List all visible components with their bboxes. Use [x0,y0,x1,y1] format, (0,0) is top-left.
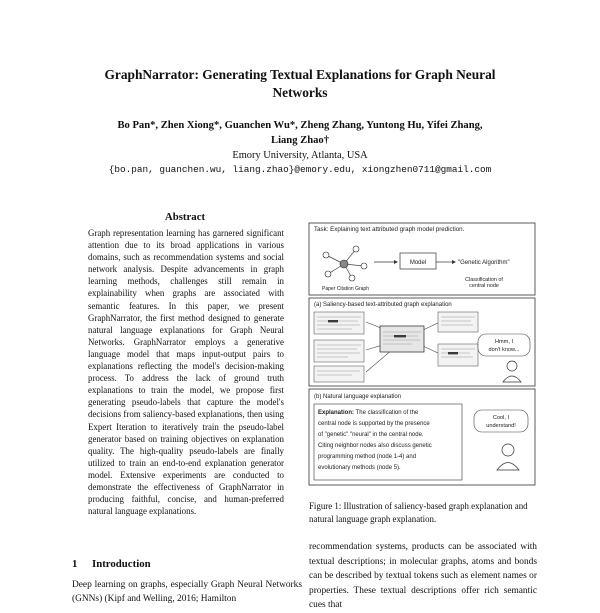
graph-label: Paper Citation Graph [322,286,369,292]
authors-line-2: Liang Zhao† [271,135,329,146]
figure-caption: Figure 1: Illustration of saliency-based graph explanation and natural language graph explanation. [309,501,528,524]
panel-b-label: (b) Natural language explanation [314,394,402,400]
figure-1 [308,222,536,487]
right-column-text: recommendation systems, products can be associated with textual descriptions; in molecular graphs, atoms and bonds can be described by textual tokens such as element names or properties. These textual descriptions offer rich semantic cues that [309,542,537,611]
section-title: Introduction [92,558,151,570]
text-node-card [314,340,364,362]
introduction-text: Deep learning on graphs, especially Graph Neural Networks (GNNs) (Kipf and Welling, 2016; Hamilton [72,580,302,604]
explanation-line-4: Citing neighbor nodes also discuss genetic [318,443,432,449]
explanation-line-3: of "genetic" "neural" in the central node. [318,432,424,438]
text-node-card [314,312,364,334]
graph-node [361,263,367,269]
bubble-a-line-1: Hmm, I [494,339,514,345]
section-heading-introduction [72,558,151,570]
explanation-text-line-1 [318,410,419,416]
author-list [60,118,540,148]
section-number: 1 [72,558,78,570]
explanation-lead: Explanation: [318,410,355,416]
authors-line-1: Bo Pan*, Zhen Xiong*, Guanchen Wu*, Zheng Zhang, Yuntong Hu, Yifei Zhang, [117,120,483,131]
output-label: "Genetic Algorithm" [458,260,510,266]
bubble-a-line-2: don't know... [488,347,520,353]
explanation-line-6: evolutionary methods (node 5). [318,465,401,471]
explanation-line-5: programming method (node 1-4) and [318,454,417,460]
title-line-1: GraphNarrator: Generating Textual Explanations for Graph Neural [104,67,496,82]
abstract-text: Graph representation learning has garnered significant attention due to its broad applications in various domains, such as recommendation systems and social network analysis. Despite advancements in graph learning methods, challenges still remain in explainability when graphs are associated with semantic features. In this paper, we present GraphNarrator, the first method designed to generate natural language explanations for Graph Neural Networks. GraphNarrator employs a generative language model that maps input-output pairs to explanations reflecting the model's decision-making process. To address the lack of ground truth explanations to train the model, we propose first generating pseudo-labels that capture the model's decisions from saliency-based explanations, then using Expert Iteration to iteratively train the pseudo-label generator based on training objectives on explanation quality. The high-quality pseudo-labels are finally utilized to train an end-to-end explanation generator model. Extensive experiments are conducted to demonstrate the effectiveness of GraphNarrator in producing faithful, concise, and human-preferred natural language explanations. [88,228,284,517]
central-node [340,260,348,268]
explanation-line-2: central node is supported by the presence [318,421,430,427]
bubble-b-line-1: Cool, I [492,415,510,421]
text-node-card [314,366,364,382]
graph-node [325,271,331,277]
explanation-line-1: The classification of the [354,410,419,416]
paper-title [60,66,540,102]
graph-node [323,252,329,258]
model-label: Model [409,260,427,266]
title-line-2: Networks [272,85,328,100]
affiliation: Emory University, Atlanta, USA [232,150,368,161]
classification-label-line-1: Classification of [465,277,503,283]
graph-node [349,275,355,281]
text-node-card [438,312,478,332]
author-emails: {bo.pan, guanchen.wu, liang.zhao}@emory.edu, xiongzhen0711@gmail.com [108,164,492,175]
abstract-heading: Abstract [164,211,206,223]
task-label: Task: Explaining text attributed graph model prediction. [314,226,465,233]
text-node-card [438,344,478,366]
classification-label-line-2: central node [469,283,499,289]
graph-node [353,246,359,252]
central-text-node-card [380,326,424,352]
panel-a-label: (a) Saliency-based text-attributed graph explanation [314,302,452,308]
bubble-b-line-2: understand! [486,423,516,429]
